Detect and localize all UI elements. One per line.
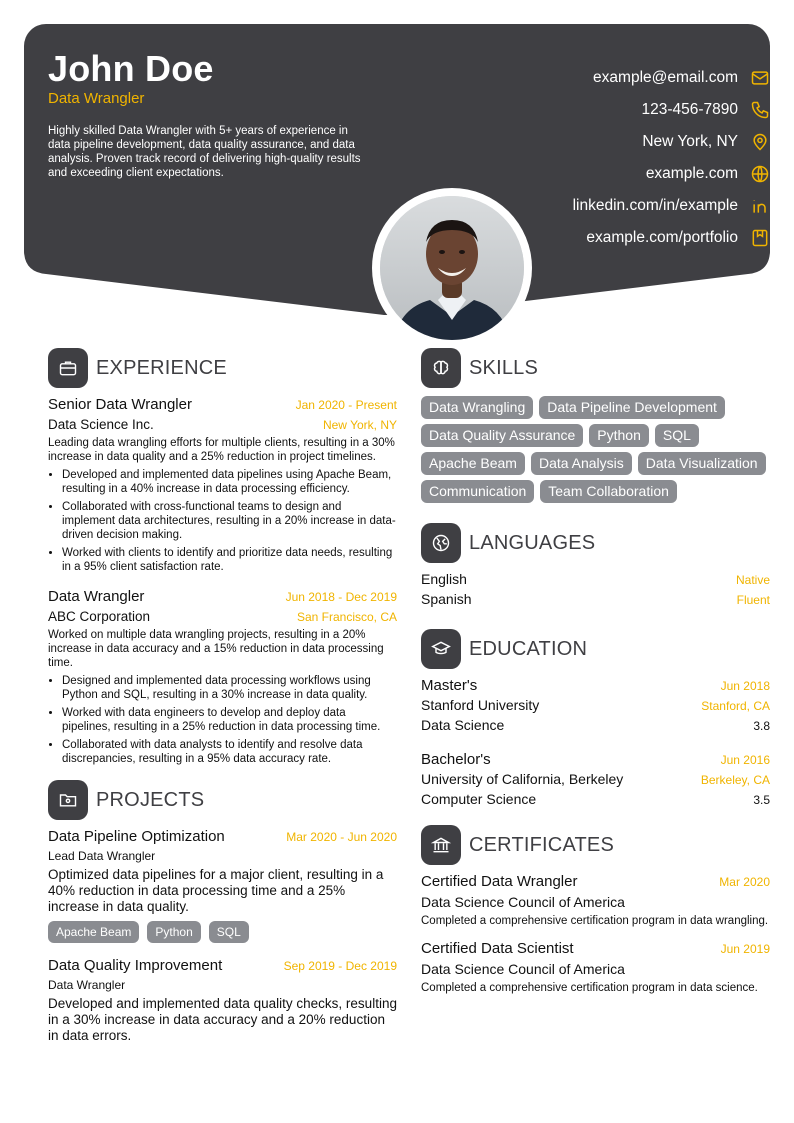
education-entry [421,677,770,737]
job-date: Jun 2018 - Dec 2019 [285,590,397,604]
certificate-org: Data Science Council of America [421,961,625,977]
contact-phone[interactable] [450,94,770,126]
job-bullets [48,468,397,574]
job-location: New York, NY [322,418,397,432]
contact-linkedin-text[interactable]: linkedin.com/in/example [572,197,738,214]
linkedin-icon [750,196,770,216]
project-role: Lead Data Wrangler [48,849,156,863]
contact-location-text: New York, NY [642,133,738,150]
candidate-name: John Doe [48,48,214,89]
certificate-description: Completed a comprehensive certification program in data science. [421,982,758,994]
job-description: Leading data wrangling efforts for multiple clients, resulting in a 30% increase in data quality and a 25% reduction in project timelines. [48,437,395,463]
job-company: Data Science Inc. [48,417,154,432]
certificate-date: Jun 2019 [720,942,770,956]
profile-summary: Highly skilled Data Wrangler with 5+ years of experience in data pipeline development, data quality assurance, and data analysis. Proven track record of delivering high-quality results and exceeding client expectations. [48,125,361,179]
job-bullet: • Worked with clients to identify and prioritize data needs, resulting in a 95% client satisfaction rate. [62,546,397,574]
job-bullets [48,674,397,766]
job-bullet: • Collaborated with data analysts to identify and resolve data discrepancies, resulting in a 95% data accuracy rate. [62,738,397,766]
languages-title: LANGUAGES [469,531,596,554]
language-name: Spanish [421,591,472,607]
language-globe-icon [421,523,461,563]
candidate-role: Data Wrangler [48,90,145,107]
language-level: Fluent [736,593,770,607]
language-name: English [421,571,467,587]
job-description: Worked on multiple data wrangling projects, resulting in a 20% increase in data accuracy and a 15% reduction in data processing time. [48,629,384,669]
education-field: Computer Science [421,791,537,807]
certificate-title: Certified Data Scientist [421,940,574,957]
project-description: Developed and implemented data quality checks, resulting in a 30% increase in data accuracy and a 20% reduction in data errors. [48,996,397,1043]
contact-phone-text[interactable]: 123-456-7890 [641,101,738,118]
skill-tag: Team Collaboration [540,480,677,503]
project-tag: Apache Beam [48,921,139,943]
education-degree: Master's [421,677,478,694]
certificate-entry [421,873,770,928]
project-date: Mar 2020 - Jun 2020 [286,830,397,844]
job-company: ABC Corporation [48,609,151,624]
skill-tag: Data Analysis [531,452,632,475]
skill-tag: Python [589,424,649,447]
education-field: Data Science [421,717,505,733]
education-date: Jun 2016 [720,753,770,767]
job-bullet: • Developed and implemented data pipelines using Apache Beam, resulting in a 40% increase in data processing efficiency. [62,468,397,496]
languages-header [421,523,770,563]
education-school: University of California, Berkeley [421,771,624,787]
job-entry [48,588,397,766]
education-gpa: 3.5 [753,793,770,807]
education-gpa: 3.8 [753,719,770,733]
institution-icon [421,825,461,865]
job-bullet: • Designed and implemented data processing workflows using Python and SQL, resulting in a 30% increase in data quality. [62,674,397,702]
education-location: Berkeley, CA [700,773,770,787]
skills-title: SKILLS [469,356,539,379]
contact-portfolio-text[interactable]: example.com/portfolio [586,229,738,246]
certificates-title: CERTIFICATES [469,833,615,856]
skill-tag: Data Quality Assurance [421,424,583,447]
job-bullet: • Worked with data engineers to develop and deploy data pipelines, resulting in a 25% reduction in data processing time. [62,706,397,734]
project-description: Optimized data pipelines for a major client, resulting in a 40% reduction in data processing time and a 25% increase in data quality. [48,867,384,914]
phone-icon [750,100,770,120]
certificates-header [421,825,770,865]
location-pin-icon [750,132,770,152]
project-title: Data Pipeline Optimization [48,828,225,845]
language-row [421,571,770,591]
right-column [421,348,770,1007]
project-entry [48,957,397,1044]
certificate-entry [421,940,770,995]
job-date: Jan 2020 - Present [295,398,397,412]
projects-header [48,780,397,820]
certificate-title: Certified Data Wrangler [421,873,578,890]
skill-tag: SQL [655,424,699,447]
skills-list [421,396,770,503]
language-row [421,591,770,611]
job-location: San Francisco, CA [296,610,397,624]
skills-header [421,348,770,388]
education-school: Stanford University [421,697,540,713]
languages-list [421,571,770,611]
skill-tag: Data Pipeline Development [539,396,725,419]
contact-email-text[interactable]: example@email.com [593,69,738,86]
job-bullet: • Collaborated with cross-functional teams to design and implement data architectures, resulting in a 20% increase in data-driven decision making. [62,500,397,542]
job-entry [48,396,397,574]
left-column [48,348,397,1058]
skill-tag: Data Wrangling [421,396,533,419]
profile-photo-frame [372,188,532,348]
education-header [421,629,770,669]
project-tag: Python [147,921,200,943]
globe-icon [750,164,770,184]
project-title: Data Quality Improvement [48,957,223,974]
folder-icon [48,780,88,820]
experience-title: EXPERIENCE [96,356,227,379]
education-entry [421,751,770,811]
portfolio-icon [750,228,770,248]
skill-tag: Data Visualization [638,452,766,475]
mail-icon [750,68,770,88]
job-title: Senior Data Wrangler [48,396,192,413]
education-title: EDUCATION [469,637,588,660]
project-date: Sep 2019 - Dec 2019 [283,959,397,973]
contact-email[interactable] [450,62,770,94]
project-entry [48,828,397,943]
skill-tag: Apache Beam [421,452,525,475]
education-date: Jun 2018 [720,679,770,693]
graduation-cap-icon [421,629,461,669]
projects-title: PROJECTS [96,788,205,811]
certificate-org: Data Science Council of America [421,894,625,910]
skill-tag: Communication [421,480,534,503]
project-tag: SQL [209,921,249,943]
brain-icon [421,348,461,388]
education-location: Stanford, CA [701,699,770,713]
contact-website-text[interactable]: example.com [645,165,738,182]
education-degree: Bachelor's [421,751,491,768]
profile-photo [380,196,524,340]
contact-website[interactable] [450,158,770,190]
briefcase-icon [48,348,88,388]
certificate-description: Completed a comprehensive certification program in data wrangling. [421,915,769,927]
job-title: Data Wrangler [48,588,145,605]
certificate-date: Mar 2020 [719,875,770,889]
experience-header [48,348,397,388]
project-role: Data Wrangler [48,978,126,992]
project-tags [48,921,397,943]
contact-location [450,126,770,158]
language-level: Native [735,573,770,587]
